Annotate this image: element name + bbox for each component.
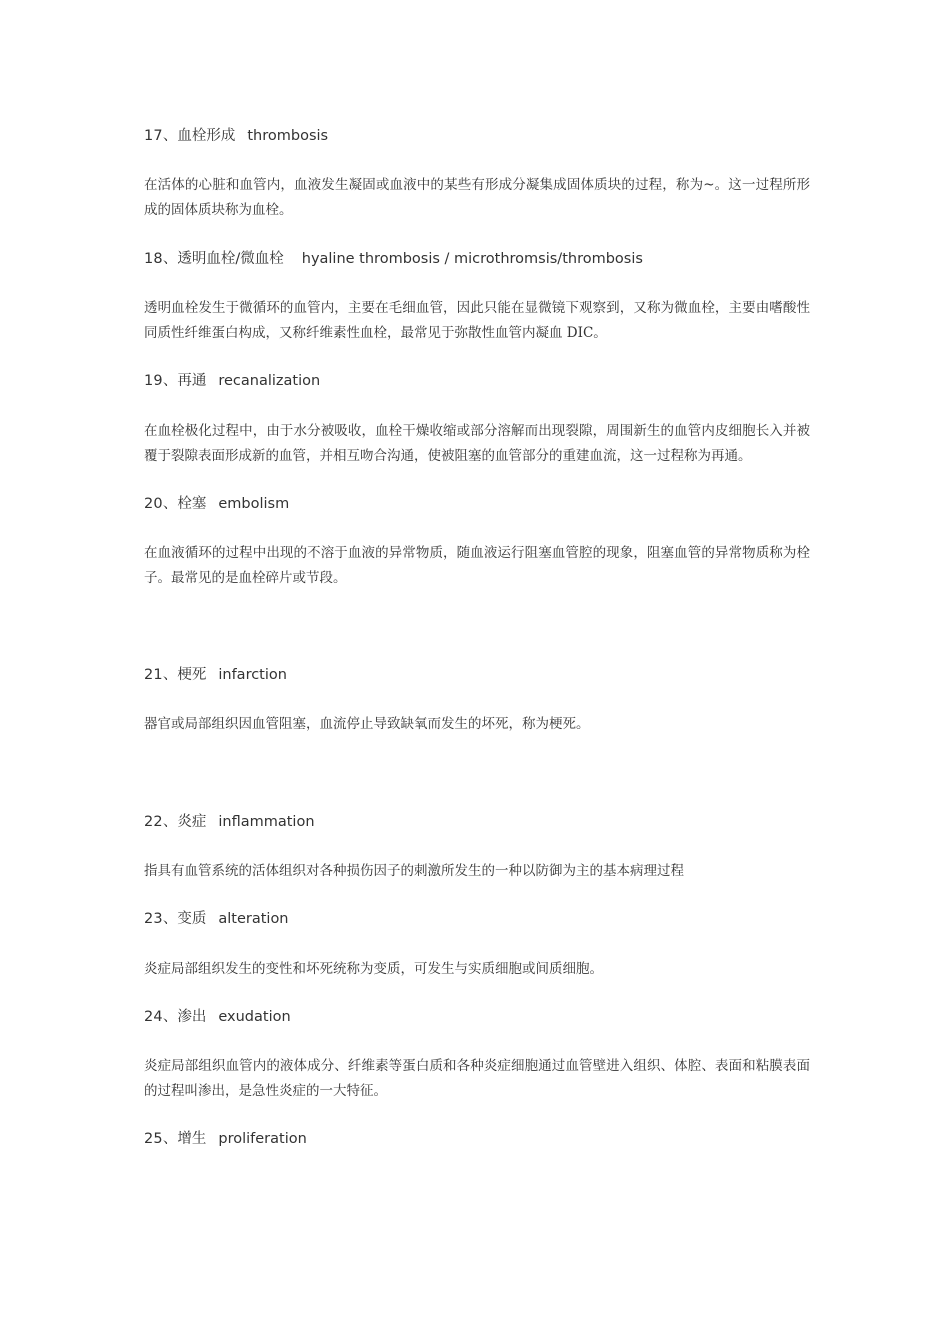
term-definition-exudation: 炎症局部组织血管内的液体成分、纤维素等蛋白质和各种炎症细胞通过血管壁进入组织、体腔、表面和粘膜表面的过程叫渗出，是急性炎症的一大特征。 <box>144 1058 810 1099</box>
term-number: 22 <box>144 814 163 830</box>
term-english: hyaline thrombosis / microthromsis/thrombosis <box>301 251 643 267</box>
term-separator: 、 <box>162 251 178 267</box>
term-english: exudation <box>218 1009 291 1025</box>
term-heading-exudation <box>144 1007 814 1027</box>
term-number: 18 <box>144 251 163 267</box>
term-definition-alteration: 炎症局部组织发生的变性和坏死统称为变质，可发生与实质细胞或间质细胞。 <box>144 961 603 977</box>
term-english: alteration <box>218 911 289 927</box>
term-definition-inflammation: 指具有血管系统的活体组织对各种损伤因子的刺激所发生的一种以防御为主的基本病理过程 <box>144 863 684 879</box>
term-chinese: 炎症 <box>177 814 207 830</box>
term-number: 24 <box>144 1009 163 1025</box>
term-separator: 、 <box>162 814 178 830</box>
term-separator: 、 <box>162 1131 178 1147</box>
term-definition-hyaline-thrombosis: 透明血栓发生于微循环的血管内，主要在毛细血管，因此只能在显微镜下观察到，又称为微血栓，主要由嗜酸性同质性纤维蛋白构成，又称纤维素性血栓，最常见于弥散性血管内凝血 DIC。 <box>144 300 810 341</box>
term-heading-thrombosis <box>144 126 814 146</box>
term-separator: 、 <box>162 911 178 927</box>
term-english: embolism <box>218 496 290 512</box>
term-definition-recanalization: 在血栓极化过程中，由于水分被吸收，血栓干燥收缩或部分溶解而出现裂隙，周围新生的血管内皮细胞长入并被覆于裂隙表面形成新的血管，并相互吻合沟通，使被阻塞的血管部分的重建血流，这一过程称为再通。 <box>144 423 810 464</box>
term-chinese: 栓塞 <box>177 496 207 512</box>
term-heading-embolism <box>144 494 814 514</box>
term-separator: 、 <box>162 496 178 512</box>
term-chinese: 再通 <box>177 373 207 389</box>
term-chinese: 渗出 <box>177 1009 207 1025</box>
term-chinese: 透明血栓/微血栓 <box>177 251 284 267</box>
term-english: proliferation <box>218 1131 307 1147</box>
term-english: recanalization <box>218 373 321 389</box>
term-heading-alteration <box>144 909 814 929</box>
term-english: thrombosis <box>247 128 329 144</box>
term-definition-embolism: 在血液循环的过程中出现的不溶于血液的异常物质，随血液运行阻塞血管腔的现象，阻塞血管的异常物质称为栓子。最常见的是血栓碎片或节段。 <box>144 545 810 586</box>
term-number: 17 <box>144 128 163 144</box>
term-separator: 、 <box>162 1009 178 1025</box>
term-separator: 、 <box>162 667 178 683</box>
term-definition-thrombosis: 在活体的心脏和血管内，血液发生凝固或血液中的某些有形成分凝集成固体质块的过程，称为~。这一过程所形成的固体质块称为血栓。 <box>144 177 810 218</box>
term-heading-proliferation <box>144 1129 814 1149</box>
term-number: 19 <box>144 373 163 389</box>
term-number: 20 <box>144 496 163 512</box>
term-number: 23 <box>144 911 163 927</box>
term-number: 21 <box>144 667 163 683</box>
term-chinese: 血栓形成 <box>177 128 236 144</box>
term-heading-hyaline-thrombosis <box>144 249 814 269</box>
term-separator: 、 <box>162 128 178 144</box>
term-english: inflammation <box>218 814 315 830</box>
term-number: 25 <box>144 1131 163 1147</box>
term-separator: 、 <box>162 373 178 389</box>
term-chinese: 变质 <box>177 911 207 927</box>
term-heading-infarction <box>144 665 814 685</box>
term-heading-recanalization <box>144 371 814 391</box>
term-definition-infarction: 器官或局部组织因血管阻塞，血流停止导致缺氧而发生的坏死，称为梗死。 <box>144 716 590 732</box>
term-heading-inflammation <box>144 812 814 832</box>
term-english: infarction <box>218 667 287 683</box>
term-chinese: 增生 <box>177 1131 207 1147</box>
term-chinese: 梗死 <box>177 667 207 683</box>
